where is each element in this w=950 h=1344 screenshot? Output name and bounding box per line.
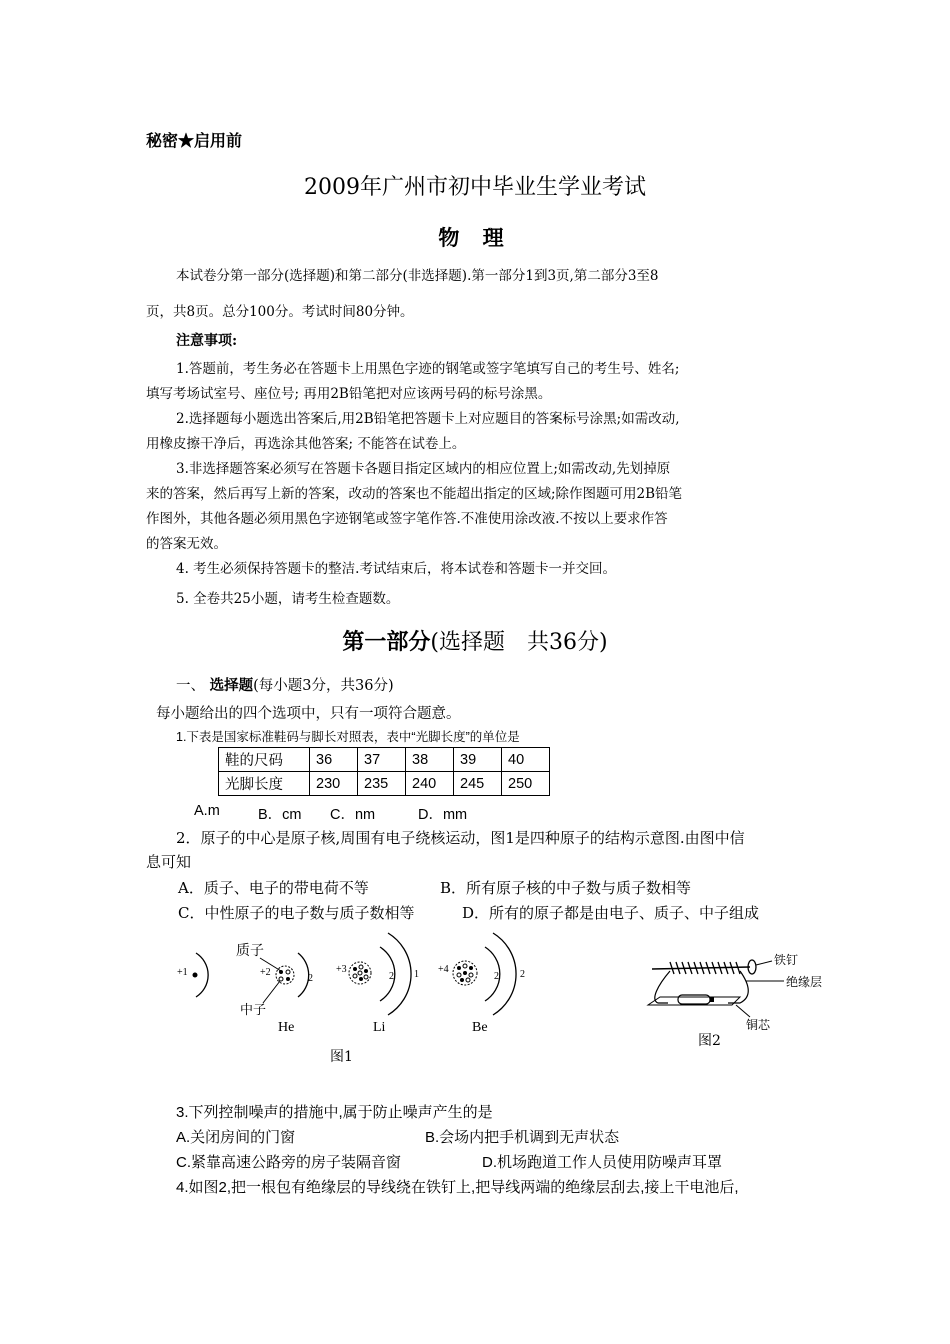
figure-2-caption: 图2: [698, 1033, 721, 1049]
section-instruction: 每小题给出的四个选项中，只有一项符合题意。: [156, 706, 461, 722]
wire-left: [655, 971, 670, 1003]
nucleus-dot: [193, 973, 198, 978]
li-name: Li: [373, 1020, 386, 1035]
q1-option-d: D．mm: [418, 807, 468, 823]
proton-label: 质子: [236, 943, 264, 959]
intro-line-1: 本试卷分第一部分(选择题)和第二部分(非选择题).第一部分1到3页,第二部分3至8: [176, 268, 659, 284]
table-cell: 235: [358, 772, 406, 796]
q3-option-b: B.会场内把手机调到无声状态: [425, 1129, 620, 1146]
insulation-label: 绝缘层: [786, 975, 823, 989]
battery: [678, 995, 710, 1004]
battery-terminal: [710, 997, 714, 1002]
notice-line: 作图外，其他各题必须用黑色字迹钢笔或签字笔作答.不准使用涂改液.不按以上要求作答: [146, 511, 668, 527]
table-cell: 光脚长度: [219, 772, 310, 796]
section-name: 选择题: [209, 677, 254, 694]
be-charge: +4: [438, 964, 449, 975]
table-cell: 230: [310, 772, 358, 796]
core-label: 铜芯: [746, 1018, 771, 1032]
figure-1-atoms: [168, 925, 548, 1070]
q2-option-b: B．所有原子核的中子数与质子数相等: [440, 879, 692, 897]
be-shell-2: 2: [520, 969, 525, 980]
table-cell: 39: [454, 748, 502, 772]
part1-title-rest: (选择题 共36分): [430, 630, 608, 655]
q3-option-c: C.紧靠高速公路旁的房子装隔音窗: [176, 1154, 402, 1171]
notice-line: 4. 考生必须保持答题卡的整洁.考试结束后，将本试卷和答题卡一并交回。: [176, 561, 616, 577]
nail-body: [652, 967, 750, 969]
table-cell: 240: [406, 772, 454, 796]
shoe-size-table: [218, 747, 550, 796]
notice-line: 来的答案，然后再写上新的答案，改动的答案也不能超出指定的区域;除作图题可用2B铅笔: [146, 486, 683, 502]
he-nucleus: [276, 966, 294, 984]
table-cell: 37: [358, 748, 406, 772]
secret-mark: 秘密★启用前: [146, 131, 243, 150]
notice-line: 2.选择题每小题选出答案后,用2B铅笔把答题卡上对应题目的答案标号涂黑;如需改动,: [176, 411, 680, 427]
table-cell: 245: [454, 772, 502, 796]
figure-1-caption: 图1: [330, 1049, 353, 1065]
electron-shell-arc: [196, 953, 208, 997]
he-name: He: [278, 1020, 295, 1035]
part1-title: [0, 625, 950, 656]
notice-line: 的答案无效。: [146, 536, 227, 552]
section-number: 一、: [176, 678, 205, 694]
table-row: [219, 748, 550, 772]
he-shell-1: 2: [308, 973, 313, 984]
notice-line: 1.答题前，考生务必在答题卡上用黑色字迹的钢笔或签字笔填写自己的考生号、姓名;: [176, 361, 680, 377]
notice-line: 3.非选择题答案必须写在答题卡各题目指定区域内的相应位置上;如需改动,先划掉原: [176, 461, 671, 477]
neutron-label: 中子: [240, 1003, 267, 1018]
subject-title: 物 理: [438, 225, 512, 250]
notice-line: 填写考场试室号、座位号; 再用2B铅笔把对应该两号码的标号涂黑。: [146, 386, 552, 402]
notice-line: 5. 全卷共25小题，请考生检查题数。: [176, 591, 400, 607]
notice-title: 注意事项:: [176, 333, 238, 349]
q2-option-d: D．所有的原子都是由电子、质子、中子组成: [462, 904, 760, 922]
section-points: (每小题3分，共36分): [253, 678, 394, 694]
figure-2-electromagnet: [640, 945, 840, 1055]
h-charge: +1: [177, 967, 188, 978]
table-cell: 38: [406, 748, 454, 772]
li-shell-1: 2: [389, 971, 394, 982]
q3-stem: 3.下列控制噪声的措施中,属于防止噪声产生的是: [176, 1104, 493, 1121]
nail-label: 铁钉: [774, 953, 799, 967]
exam-title: 2009年广州市初中毕业生学业考试: [304, 175, 646, 200]
table-cell: 36: [310, 748, 358, 772]
table-cell: 40: [502, 748, 550, 772]
table-cell: 鞋的尺码: [219, 748, 310, 772]
q3-option-d: D.机场跑道工作人员使用防噪声耳罩: [482, 1154, 723, 1171]
q2-option-c: C．中性原子的电子数与质子数相等: [178, 904, 415, 922]
li-charge: +3: [336, 964, 347, 975]
q1-stem: 1.下表是国家标准鞋码与脚长对照表，表中“光脚长度”的单位是: [176, 730, 520, 744]
table-row: [219, 772, 550, 796]
table-cell: 250: [502, 772, 550, 796]
q4-stem: 4.如图2,把一根包有绝缘层的导线绕在铁钉上,把导线两端的绝缘层刮去,接上干电池后,: [176, 1179, 739, 1196]
q1-option-a: A.m: [194, 803, 220, 819]
notice-line: 用橡皮擦干净后，再选涂其他答案; 不能答在试卷上。: [146, 436, 466, 452]
q1-option-b: B．cm: [258, 807, 302, 823]
q1-option-c: C．nm: [330, 807, 376, 823]
be-nucleus: [453, 961, 477, 985]
q2-stem-line-2: 息可知: [146, 853, 192, 871]
part1-title-bold: 第一部分: [342, 629, 431, 655]
be-name: Be: [472, 1020, 488, 1035]
li-nucleus: [349, 962, 371, 984]
intro-line-2: 页，共8页。总分100分。考试时间80分钟。: [146, 304, 414, 320]
q2-option-a: A．质子、电子的带电荷不等: [178, 879, 369, 897]
q3-option-a: A.关闭房间的门窗: [176, 1129, 296, 1146]
section-heading: [176, 674, 394, 695]
q2-stem-line-1: 2．原子的中心是原子核,周围有电子绕核运动，图1是四种原子的结构示意图.由图中信: [176, 829, 745, 847]
he-charge: +2: [260, 967, 271, 978]
be-shell-1: 2: [494, 971, 499, 982]
li-shell-2: 1: [414, 969, 419, 980]
